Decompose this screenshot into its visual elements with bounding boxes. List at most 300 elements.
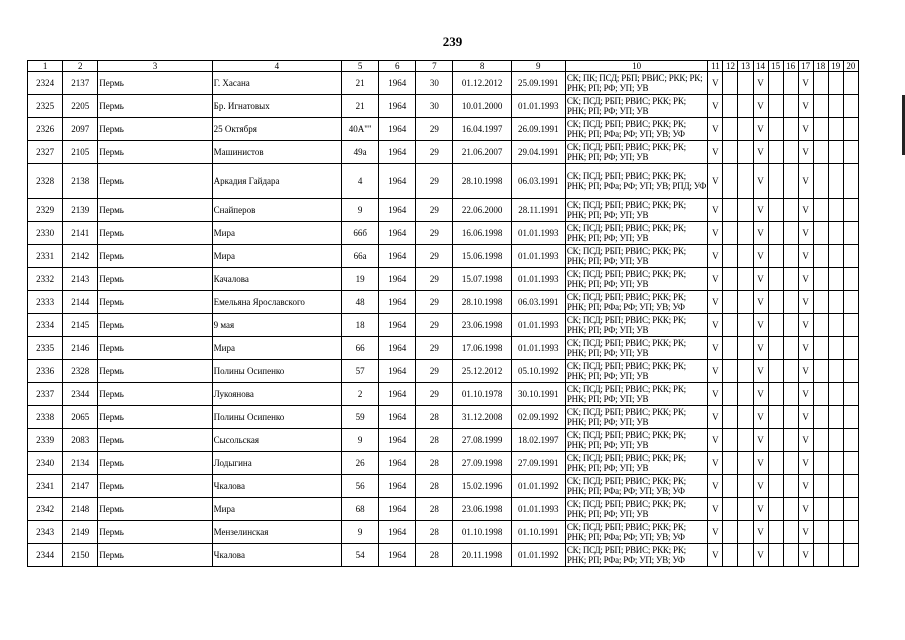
cell-row-number: 2324 <box>28 72 63 95</box>
cell-date-1: 01.12.2012 <box>453 72 511 95</box>
cell-row-number: 2342 <box>28 498 63 521</box>
cell-mark-17: V <box>798 95 813 118</box>
cell-mark-12 <box>723 291 738 314</box>
cell-mark-17: V <box>798 360 813 383</box>
cell-age: 28 <box>416 429 453 452</box>
cell-year: 1964 <box>379 118 416 141</box>
table-row <box>28 141 859 164</box>
cell-mark-12 <box>723 95 738 118</box>
cell-mark-18 <box>813 72 828 95</box>
cell-mark-13 <box>738 314 753 337</box>
cell-mark-19 <box>828 383 843 406</box>
cell-mark-16 <box>783 383 798 406</box>
cell-street: Г. Хасана <box>212 72 341 95</box>
cell-mark-18 <box>813 521 828 544</box>
column-header-20: 20 <box>843 61 858 72</box>
cell-house-number: 19 <box>342 268 379 291</box>
cell-year: 1964 <box>379 314 416 337</box>
cell-mark-13 <box>738 452 753 475</box>
cell-mark-18 <box>813 360 828 383</box>
column-header-12: 12 <box>723 61 738 72</box>
cell-object-code: 2134 <box>63 452 98 475</box>
cell-mark-12 <box>723 222 738 245</box>
cell-city: Пермь <box>98 452 212 475</box>
cell-mark-11: V <box>708 222 723 245</box>
cell-date-2: 01.01.1993 <box>511 337 565 360</box>
cell-city: Пермь <box>98 164 212 199</box>
column-header-15: 15 <box>768 61 783 72</box>
cell-mark-19 <box>828 72 843 95</box>
cell-street: Лукоянова <box>212 383 341 406</box>
cell-row-number: 2341 <box>28 475 63 498</box>
cell-mark-17: V <box>798 314 813 337</box>
column-header-18: 18 <box>813 61 828 72</box>
cell-date-2: 01.01.1993 <box>511 314 565 337</box>
cell-mark-17: V <box>798 118 813 141</box>
cell-classes: СК; ПСД; РБП; РВИС; РКК; РК; РНК; РП; РФ; УП; УВ <box>565 245 708 268</box>
cell-mark-16 <box>783 498 798 521</box>
cell-mark-12 <box>723 337 738 360</box>
cell-age: 28 <box>416 498 453 521</box>
cell-mark-15 <box>768 544 783 567</box>
cell-mark-12 <box>723 164 738 199</box>
cell-city: Пермь <box>98 429 212 452</box>
cell-row-number: 2330 <box>28 222 63 245</box>
cell-mark-13 <box>738 164 753 199</box>
cell-street: 9 мая <box>212 314 341 337</box>
cell-mark-20 <box>843 383 858 406</box>
cell-mark-11: V <box>708 429 723 452</box>
cell-house-number: 21 <box>342 95 379 118</box>
cell-mark-18 <box>813 199 828 222</box>
cell-mark-14: V <box>753 141 768 164</box>
cell-year: 1964 <box>379 291 416 314</box>
cell-mark-12 <box>723 314 738 337</box>
cell-house-number: 2 <box>342 383 379 406</box>
cell-row-number: 2331 <box>28 245 63 268</box>
cell-mark-17: V <box>798 406 813 429</box>
cell-mark-12 <box>723 383 738 406</box>
cell-mark-14: V <box>753 222 768 245</box>
cell-year: 1964 <box>379 141 416 164</box>
cell-age: 29 <box>416 360 453 383</box>
cell-city: Пермь <box>98 475 212 498</box>
cell-mark-11: V <box>708 291 723 314</box>
cell-house-number: 56 <box>342 475 379 498</box>
cell-mark-18 <box>813 475 828 498</box>
cell-mark-14: V <box>753 291 768 314</box>
cell-mark-14: V <box>753 95 768 118</box>
cell-mark-18 <box>813 118 828 141</box>
cell-mark-11: V <box>708 314 723 337</box>
cell-city: Пермь <box>98 72 212 95</box>
cell-year: 1964 <box>379 360 416 383</box>
cell-date-2: 25.09.1991 <box>511 72 565 95</box>
cell-mark-15 <box>768 383 783 406</box>
cell-mark-17: V <box>798 245 813 268</box>
cell-mark-19 <box>828 199 843 222</box>
cell-mark-15 <box>768 268 783 291</box>
cell-date-2: 18.02.1997 <box>511 429 565 452</box>
cell-age: 28 <box>416 452 453 475</box>
table-row <box>28 164 859 199</box>
cell-mark-11: V <box>708 452 723 475</box>
cell-mark-13 <box>738 141 753 164</box>
cell-age: 30 <box>416 72 453 95</box>
cell-date-1: 25.12.2012 <box>453 360 511 383</box>
cell-year: 1964 <box>379 164 416 199</box>
cell-house-number: 68 <box>342 498 379 521</box>
cell-mark-11: V <box>708 118 723 141</box>
cell-mark-16 <box>783 314 798 337</box>
table-row <box>28 268 859 291</box>
cell-row-number: 2334 <box>28 314 63 337</box>
cell-year: 1964 <box>379 429 416 452</box>
cell-object-code: 2141 <box>63 222 98 245</box>
cell-date-2: 01.01.1992 <box>511 544 565 567</box>
cell-year: 1964 <box>379 452 416 475</box>
cell-mark-13 <box>738 199 753 222</box>
cell-house-number: 54 <box>342 544 379 567</box>
cell-street: Аркадия Гайдара <box>212 164 341 199</box>
cell-object-code: 2148 <box>63 498 98 521</box>
cell-mark-19 <box>828 406 843 429</box>
cell-date-1: 15.02.1996 <box>453 475 511 498</box>
cell-house-number: 48 <box>342 291 379 314</box>
cell-mark-18 <box>813 337 828 360</box>
cell-mark-19 <box>828 452 843 475</box>
cell-object-code: 2144 <box>63 291 98 314</box>
cell-year: 1964 <box>379 544 416 567</box>
cell-date-2: 28.11.1991 <box>511 199 565 222</box>
cell-mark-11: V <box>708 268 723 291</box>
cell-mark-20 <box>843 544 858 567</box>
cell-mark-15 <box>768 475 783 498</box>
cell-classes: СК; ПСД; РБП; РВИС; РКК; РК; РНК; РП; РФа; РФ; УП; УВ; УФ <box>565 475 708 498</box>
cell-mark-12 <box>723 521 738 544</box>
cell-mark-15 <box>768 95 783 118</box>
cell-classes: СК; ПСД; РБП; РВИС; РКК; РК; РНК; РП; РФ; УП; УВ <box>565 360 708 383</box>
cell-mark-18 <box>813 141 828 164</box>
cell-mark-12 <box>723 406 738 429</box>
table-row <box>28 314 859 337</box>
cell-city: Пермь <box>98 521 212 544</box>
cell-mark-13 <box>738 245 753 268</box>
cell-mark-11: V <box>708 337 723 360</box>
cell-mark-14: V <box>753 199 768 222</box>
cell-classes: СК; ПСД; РБП; РВИС; РКК; РК; РНК; РП; РФ; УП; УВ <box>565 498 708 521</box>
cell-mark-20 <box>843 337 858 360</box>
cell-city: Пермь <box>98 544 212 567</box>
cell-year: 1964 <box>379 406 416 429</box>
cell-classes: СК; ПСД; РБП; РВИС; РКК; РК; РНК; РП; РФ; УП; УВ <box>565 199 708 222</box>
cell-mark-14: V <box>753 72 768 95</box>
cell-city: Пермь <box>98 383 212 406</box>
cell-mark-18 <box>813 544 828 567</box>
cell-mark-16 <box>783 245 798 268</box>
cell-house-number: 4 <box>342 164 379 199</box>
cell-mark-20 <box>843 291 858 314</box>
cell-row-number: 2340 <box>28 452 63 475</box>
cell-mark-14: V <box>753 521 768 544</box>
table-body <box>28 72 859 567</box>
cell-street: Полины Осипенко <box>212 406 341 429</box>
cell-mark-14: V <box>753 268 768 291</box>
cell-row-number: 2325 <box>28 95 63 118</box>
cell-mark-20 <box>843 406 858 429</box>
column-header-row <box>28 61 859 72</box>
cell-object-code: 2139 <box>63 199 98 222</box>
cell-date-2: 27.09.1991 <box>511 452 565 475</box>
cell-mark-19 <box>828 360 843 383</box>
cell-mark-12 <box>723 245 738 268</box>
cell-mark-18 <box>813 452 828 475</box>
cell-mark-14: V <box>753 383 768 406</box>
cell-date-1: 23.06.1998 <box>453 314 511 337</box>
cell-row-number: 2332 <box>28 268 63 291</box>
cell-mark-18 <box>813 429 828 452</box>
cell-year: 1964 <box>379 199 416 222</box>
cell-mark-13 <box>738 406 753 429</box>
cell-mark-12 <box>723 475 738 498</box>
table-row <box>28 360 859 383</box>
column-header-19: 19 <box>828 61 843 72</box>
cell-street: Машинистов <box>212 141 341 164</box>
cell-street: Снайперов <box>212 199 341 222</box>
cell-city: Пермь <box>98 245 212 268</box>
cell-date-1: 28.10.1998 <box>453 291 511 314</box>
cell-house-number: 18 <box>342 314 379 337</box>
data-table <box>27 60 859 567</box>
cell-mark-13 <box>738 544 753 567</box>
column-header-9: 9 <box>511 61 565 72</box>
table-row <box>28 72 859 95</box>
cell-mark-11: V <box>708 199 723 222</box>
cell-row-number: 2336 <box>28 360 63 383</box>
cell-mark-17: V <box>798 291 813 314</box>
cell-mark-16 <box>783 291 798 314</box>
cell-date-2: 30.10.1991 <box>511 383 565 406</box>
cell-date-1: 15.06.1998 <box>453 245 511 268</box>
cell-mark-11: V <box>708 245 723 268</box>
cell-street: Бр. Игнатовых <box>212 95 341 118</box>
cell-mark-17: V <box>798 337 813 360</box>
cell-city: Пермь <box>98 291 212 314</box>
cell-mark-15 <box>768 521 783 544</box>
cell-mark-16 <box>783 452 798 475</box>
cell-city: Пермь <box>98 406 212 429</box>
cell-classes: СК; ПСД; РБП; РВИС; РКК; РК; РНК; РП; РФа; РФ; УП; УВ; РПД; УФ <box>565 164 708 199</box>
cell-mark-19 <box>828 475 843 498</box>
cell-mark-19 <box>828 118 843 141</box>
cell-mark-13 <box>738 429 753 452</box>
cell-city: Пермь <box>98 141 212 164</box>
cell-classes: СК; ПСД; РБП; РВИС; РКК; РК; РНК; РП; РФ; УП; УВ <box>565 222 708 245</box>
cell-mark-19 <box>828 337 843 360</box>
cell-mark-15 <box>768 118 783 141</box>
cell-mark-20 <box>843 199 858 222</box>
cell-street: 25 Октября <box>212 118 341 141</box>
cell-mark-15 <box>768 164 783 199</box>
cell-date-1: 23.06.1998 <box>453 498 511 521</box>
cell-mark-20 <box>843 118 858 141</box>
cell-mark-18 <box>813 164 828 199</box>
cell-date-2: 06.03.1991 <box>511 291 565 314</box>
cell-classes: СК; ПСД; РБП; РВИС; РКК; РК; РНК; РП; РФ; УП; УВ <box>565 406 708 429</box>
cell-date-1: 17.06.1998 <box>453 337 511 360</box>
cell-mark-20 <box>843 498 858 521</box>
cell-street: Лодыгина <box>212 452 341 475</box>
cell-age: 30 <box>416 95 453 118</box>
cell-date-1: 27.09.1998 <box>453 452 511 475</box>
cell-mark-20 <box>843 164 858 199</box>
table-row <box>28 337 859 360</box>
cell-object-code: 2065 <box>63 406 98 429</box>
cell-mark-16 <box>783 72 798 95</box>
table-row <box>28 291 859 314</box>
cell-mark-19 <box>828 314 843 337</box>
cell-mark-13 <box>738 337 753 360</box>
cell-date-2: 29.04.1991 <box>511 141 565 164</box>
cell-city: Пермь <box>98 498 212 521</box>
cell-house-number: 49а <box>342 141 379 164</box>
cell-row-number: 2328 <box>28 164 63 199</box>
cell-date-1: 22.06.2000 <box>453 199 511 222</box>
cell-mark-19 <box>828 521 843 544</box>
cell-classes: СК; ПСД; РБП; РВИС; РКК; РК; РНК; РП; РФ; УП; УВ <box>565 268 708 291</box>
cell-mark-20 <box>843 521 858 544</box>
cell-classes: СК; ПСД; РБП; РВИС; РКК; РК; РНК; РП; РФа; РФ; УП; УВ; УФ <box>565 521 708 544</box>
cell-mark-15 <box>768 222 783 245</box>
cell-mark-13 <box>738 118 753 141</box>
cell-mark-19 <box>828 164 843 199</box>
cell-mark-12 <box>723 141 738 164</box>
cell-date-1: 21.06.2007 <box>453 141 511 164</box>
column-header-1: 1 <box>28 61 63 72</box>
cell-date-2: 01.01.1993 <box>511 268 565 291</box>
cell-object-code: 2137 <box>63 72 98 95</box>
cell-row-number: 2344 <box>28 544 63 567</box>
cell-mark-16 <box>783 199 798 222</box>
cell-object-code: 2205 <box>63 95 98 118</box>
cell-mark-17: V <box>798 72 813 95</box>
column-header-13: 13 <box>738 61 753 72</box>
cell-date-2: 26.09.1991 <box>511 118 565 141</box>
table-row <box>28 521 859 544</box>
cell-mark-14: V <box>753 245 768 268</box>
cell-mark-13 <box>738 291 753 314</box>
cell-house-number: 66 <box>342 337 379 360</box>
cell-year: 1964 <box>379 383 416 406</box>
cell-street: Чкалова <box>212 544 341 567</box>
cell-mark-14: V <box>753 429 768 452</box>
cell-mark-20 <box>843 314 858 337</box>
cell-classes: СК; ПСД; РБП; РВИС; РКК; РК; РНК; РП; РФа; РФ; УП; УВ; УФ <box>565 544 708 567</box>
column-header-17: 17 <box>798 61 813 72</box>
cell-mark-20 <box>843 268 858 291</box>
table-row <box>28 95 859 118</box>
cell-mark-15 <box>768 141 783 164</box>
column-header-2: 2 <box>63 61 98 72</box>
cell-mark-17: V <box>798 268 813 291</box>
cell-mark-13 <box>738 521 753 544</box>
table-row <box>28 222 859 245</box>
cell-mark-11: V <box>708 164 723 199</box>
cell-mark-14: V <box>753 360 768 383</box>
cell-mark-16 <box>783 429 798 452</box>
cell-mark-11: V <box>708 521 723 544</box>
cell-mark-17: V <box>798 498 813 521</box>
cell-mark-13 <box>738 498 753 521</box>
cell-mark-11: V <box>708 95 723 118</box>
table-row <box>28 406 859 429</box>
cell-mark-15 <box>768 406 783 429</box>
cell-mark-16 <box>783 164 798 199</box>
cell-mark-17: V <box>798 452 813 475</box>
cell-mark-20 <box>843 245 858 268</box>
cell-mark-15 <box>768 245 783 268</box>
cell-mark-15 <box>768 199 783 222</box>
cell-mark-18 <box>813 406 828 429</box>
cell-age: 29 <box>416 118 453 141</box>
cell-year: 1964 <box>379 498 416 521</box>
cell-mark-19 <box>828 245 843 268</box>
cell-year: 1964 <box>379 72 416 95</box>
cell-city: Пермь <box>98 222 212 245</box>
cell-mark-17: V <box>798 199 813 222</box>
cell-mark-15 <box>768 291 783 314</box>
cell-row-number: 2337 <box>28 383 63 406</box>
cell-year: 1964 <box>379 95 416 118</box>
cell-mark-19 <box>828 291 843 314</box>
cell-year: 1964 <box>379 245 416 268</box>
cell-object-code: 2142 <box>63 245 98 268</box>
cell-year: 1964 <box>379 475 416 498</box>
cell-mark-17: V <box>798 521 813 544</box>
cell-house-number: 26 <box>342 452 379 475</box>
cell-mark-14: V <box>753 314 768 337</box>
cell-object-code: 2083 <box>63 429 98 452</box>
cell-age: 28 <box>416 406 453 429</box>
cell-age: 29 <box>416 222 453 245</box>
cell-city: Пермь <box>98 337 212 360</box>
cell-mark-20 <box>843 475 858 498</box>
cell-object-code: 2149 <box>63 521 98 544</box>
column-header-7: 7 <box>416 61 453 72</box>
cell-street: Мира <box>212 498 341 521</box>
cell-mark-17: V <box>798 544 813 567</box>
cell-house-number: 57 <box>342 360 379 383</box>
cell-mark-11: V <box>708 498 723 521</box>
cell-mark-11: V <box>708 406 723 429</box>
cell-year: 1964 <box>379 222 416 245</box>
cell-date-1: 27.08.1999 <box>453 429 511 452</box>
table-row <box>28 383 859 406</box>
cell-street: Чкалова <box>212 475 341 498</box>
table-row <box>28 199 859 222</box>
cell-mark-17: V <box>798 475 813 498</box>
cell-city: Пермь <box>98 95 212 118</box>
cell-classes: СК; ПСД; РБП; РВИС; РКК; РК; РНК; РП; РФ; УП; УВ <box>565 383 708 406</box>
column-header-10: 10 <box>565 61 708 72</box>
cell-object-code: 2328 <box>63 360 98 383</box>
cell-mark-11: V <box>708 360 723 383</box>
cell-age: 28 <box>416 475 453 498</box>
cell-mark-16 <box>783 268 798 291</box>
cell-city: Пермь <box>98 314 212 337</box>
column-header-11: 11 <box>708 61 723 72</box>
table-row <box>28 452 859 475</box>
